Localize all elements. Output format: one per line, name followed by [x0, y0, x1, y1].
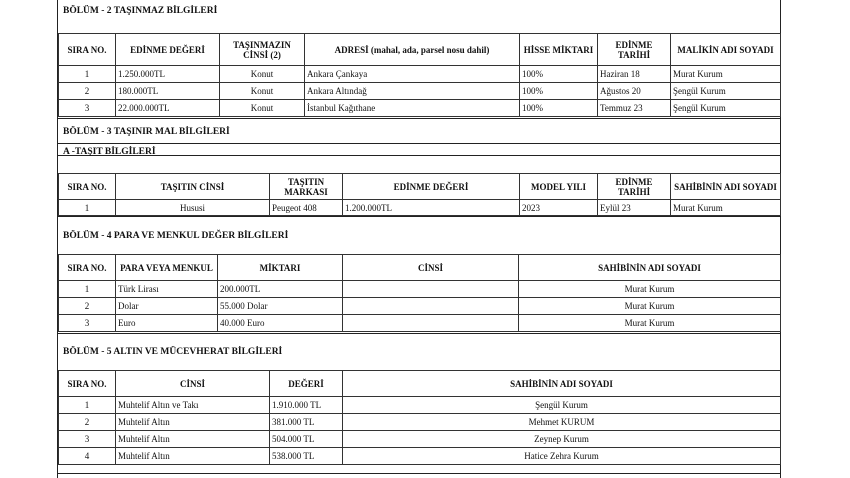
section-5-title: BÖLÜM - 5 ALTIN VE MÜCEVHERAT BİLGİLERİ: [63, 347, 283, 357]
section-3-header: [58, 118, 780, 156]
row-number: 4: [59, 448, 116, 465]
col-header: EDİNME DEĞERİ: [116, 34, 220, 66]
kind: [343, 281, 519, 298]
owner-name: Mehmet KURUM: [343, 414, 781, 431]
col-header: MODEL YILI: [520, 174, 598, 200]
cash-type: Türk Lirası: [116, 281, 218, 298]
vehicle-subtitle: A -TAŞIT BİLGİLERİ: [58, 143, 780, 157]
kind: [343, 315, 519, 332]
acquisition-date: Haziran 18: [598, 66, 671, 83]
gold-jewelry-table: [58, 370, 781, 465]
owner-name: Murat Kurum: [519, 281, 781, 298]
col-header: SAHİBİNİN ADI SOYADI: [671, 174, 781, 200]
amount: 40.000 Euro: [218, 315, 343, 332]
row-number: 2: [59, 83, 116, 100]
section-5-header: [58, 333, 780, 370]
section-2-title: BÖLÜM - 2 TAŞINMAZ BİLGİLERİ: [63, 6, 218, 16]
cash-securities-table: [58, 254, 781, 332]
cash-type: Dolar: [116, 298, 218, 315]
col-header: SAHİBİNİN ADI SOYADI: [343, 371, 781, 397]
table-row: [59, 100, 781, 117]
acquisition-date: Temmuz 23: [598, 100, 671, 117]
cash-type: Euro: [116, 315, 218, 332]
row-number: 3: [59, 431, 116, 448]
table-row: [59, 281, 781, 298]
col-header: EDİNME DEĞERİ: [343, 174, 520, 200]
page-bottom-rule: [58, 473, 780, 474]
owner-name: Şengül Kurum: [671, 83, 781, 100]
col-header: TAŞINMAZIN CİNSİ (2): [220, 34, 305, 66]
item-value: 504.000 TL: [270, 431, 343, 448]
table-row: [59, 448, 781, 465]
declaration-document: [57, 0, 781, 478]
acquisition-value: 1.200.000TL: [343, 200, 520, 216]
col-header: CİNSİ: [116, 371, 270, 397]
table-row: [59, 431, 781, 448]
col-header: DEĞERİ: [270, 371, 343, 397]
col-header: SIRA NO.: [59, 371, 116, 397]
item-value: 1.910.000 TL: [270, 397, 343, 414]
table-row: [59, 200, 781, 216]
table-row: [59, 414, 781, 431]
row-number: 1: [59, 200, 116, 216]
acquisition-value: 180.000TL: [116, 83, 220, 100]
col-header: ADRESİ (mahal, ada, parsel nosu dahil): [305, 34, 520, 66]
amount: 200.000TL: [218, 281, 343, 298]
row-number: 3: [59, 315, 116, 332]
col-header: CİNSİ: [343, 255, 519, 281]
kind: [343, 298, 519, 315]
item-type: Muhtelif Altın: [116, 448, 270, 465]
col-header: TAŞITIN CİNSİ: [116, 174, 270, 200]
item-type: Muhtelif Altın: [116, 431, 270, 448]
owner-name: Murat Kurum: [671, 66, 781, 83]
share: 100%: [520, 66, 598, 83]
property-type: Konut: [220, 66, 305, 83]
property-type: Konut: [220, 83, 305, 100]
vehicle-brand: Peugeot 408: [270, 200, 343, 216]
owner-name: Murat Kurum: [671, 200, 781, 216]
col-header: SAHİBİNİN ADI SOYADI: [519, 255, 781, 281]
address: İstanbul Kağıthane: [305, 100, 520, 117]
row-number: 2: [59, 414, 116, 431]
item-type: Muhtelif Altın: [116, 414, 270, 431]
row-number: 3: [59, 100, 116, 117]
vehicle-type: Hususi: [116, 200, 270, 216]
real-estate-table: [58, 33, 781, 117]
owner-name: Murat Kurum: [519, 298, 781, 315]
col-header: SIRA NO.: [59, 174, 116, 200]
col-header: PARA VEYA MENKUL: [116, 255, 218, 281]
amount: 55.000 Dolar: [218, 298, 343, 315]
col-header: SIRA NO.: [59, 34, 116, 66]
row-number: 1: [59, 397, 116, 414]
item-value: 538.000 TL: [270, 448, 343, 465]
table-row: [59, 83, 781, 100]
col-header: MALİKİN ADI SOYADI: [671, 34, 781, 66]
col-header: HİSSE MİKTARI: [520, 34, 598, 66]
col-header: EDİNME TARİHİ: [598, 174, 671, 200]
table-row: [59, 298, 781, 315]
table-row: [59, 315, 781, 332]
col-header: SIRA NO.: [59, 255, 116, 281]
table-row: [59, 66, 781, 83]
table-row: [59, 397, 781, 414]
row-number: 2: [59, 298, 116, 315]
address: Ankara Çankaya: [305, 66, 520, 83]
item-value: 381.000 TL: [270, 414, 343, 431]
section-3-title: BÖLÜM - 3 TAŞINIR MAL BİLGİLERİ: [63, 127, 230, 137]
property-type: Konut: [220, 100, 305, 117]
share: 100%: [520, 83, 598, 100]
col-header: MİKTARI: [218, 255, 343, 281]
vehicle-table: [58, 173, 781, 216]
col-header: TAŞITIN MARKASI: [270, 174, 343, 200]
owner-name: Şengül Kurum: [671, 100, 781, 117]
item-type: Muhtelif Altın ve Takı: [116, 397, 270, 414]
row-number: 1: [59, 66, 116, 83]
acquisition-date: Ağustos 20: [598, 83, 671, 100]
section-4-header: [58, 216, 780, 254]
owner-name: Zeynep Kurum: [343, 431, 781, 448]
row-number: 1: [59, 281, 116, 298]
col-header: EDİNME TARİHİ: [598, 34, 671, 66]
owner-name: Murat Kurum: [519, 315, 781, 332]
acquisition-date: Eylül 23: [598, 200, 671, 216]
address: Ankara Altındağ: [305, 83, 520, 100]
section-4-title: BÖLÜM - 4 PARA VE MENKUL DEĞER BİLGİLERİ: [63, 231, 289, 241]
acquisition-value: 22.000.000TL: [116, 100, 220, 117]
model-year: 2023: [520, 200, 598, 216]
share: 100%: [520, 100, 598, 117]
owner-name: Şengül Kurum: [343, 397, 781, 414]
acquisition-value: 1.250.000TL: [116, 66, 220, 83]
owner-name: Hatice Zehra Kurum: [343, 448, 781, 465]
